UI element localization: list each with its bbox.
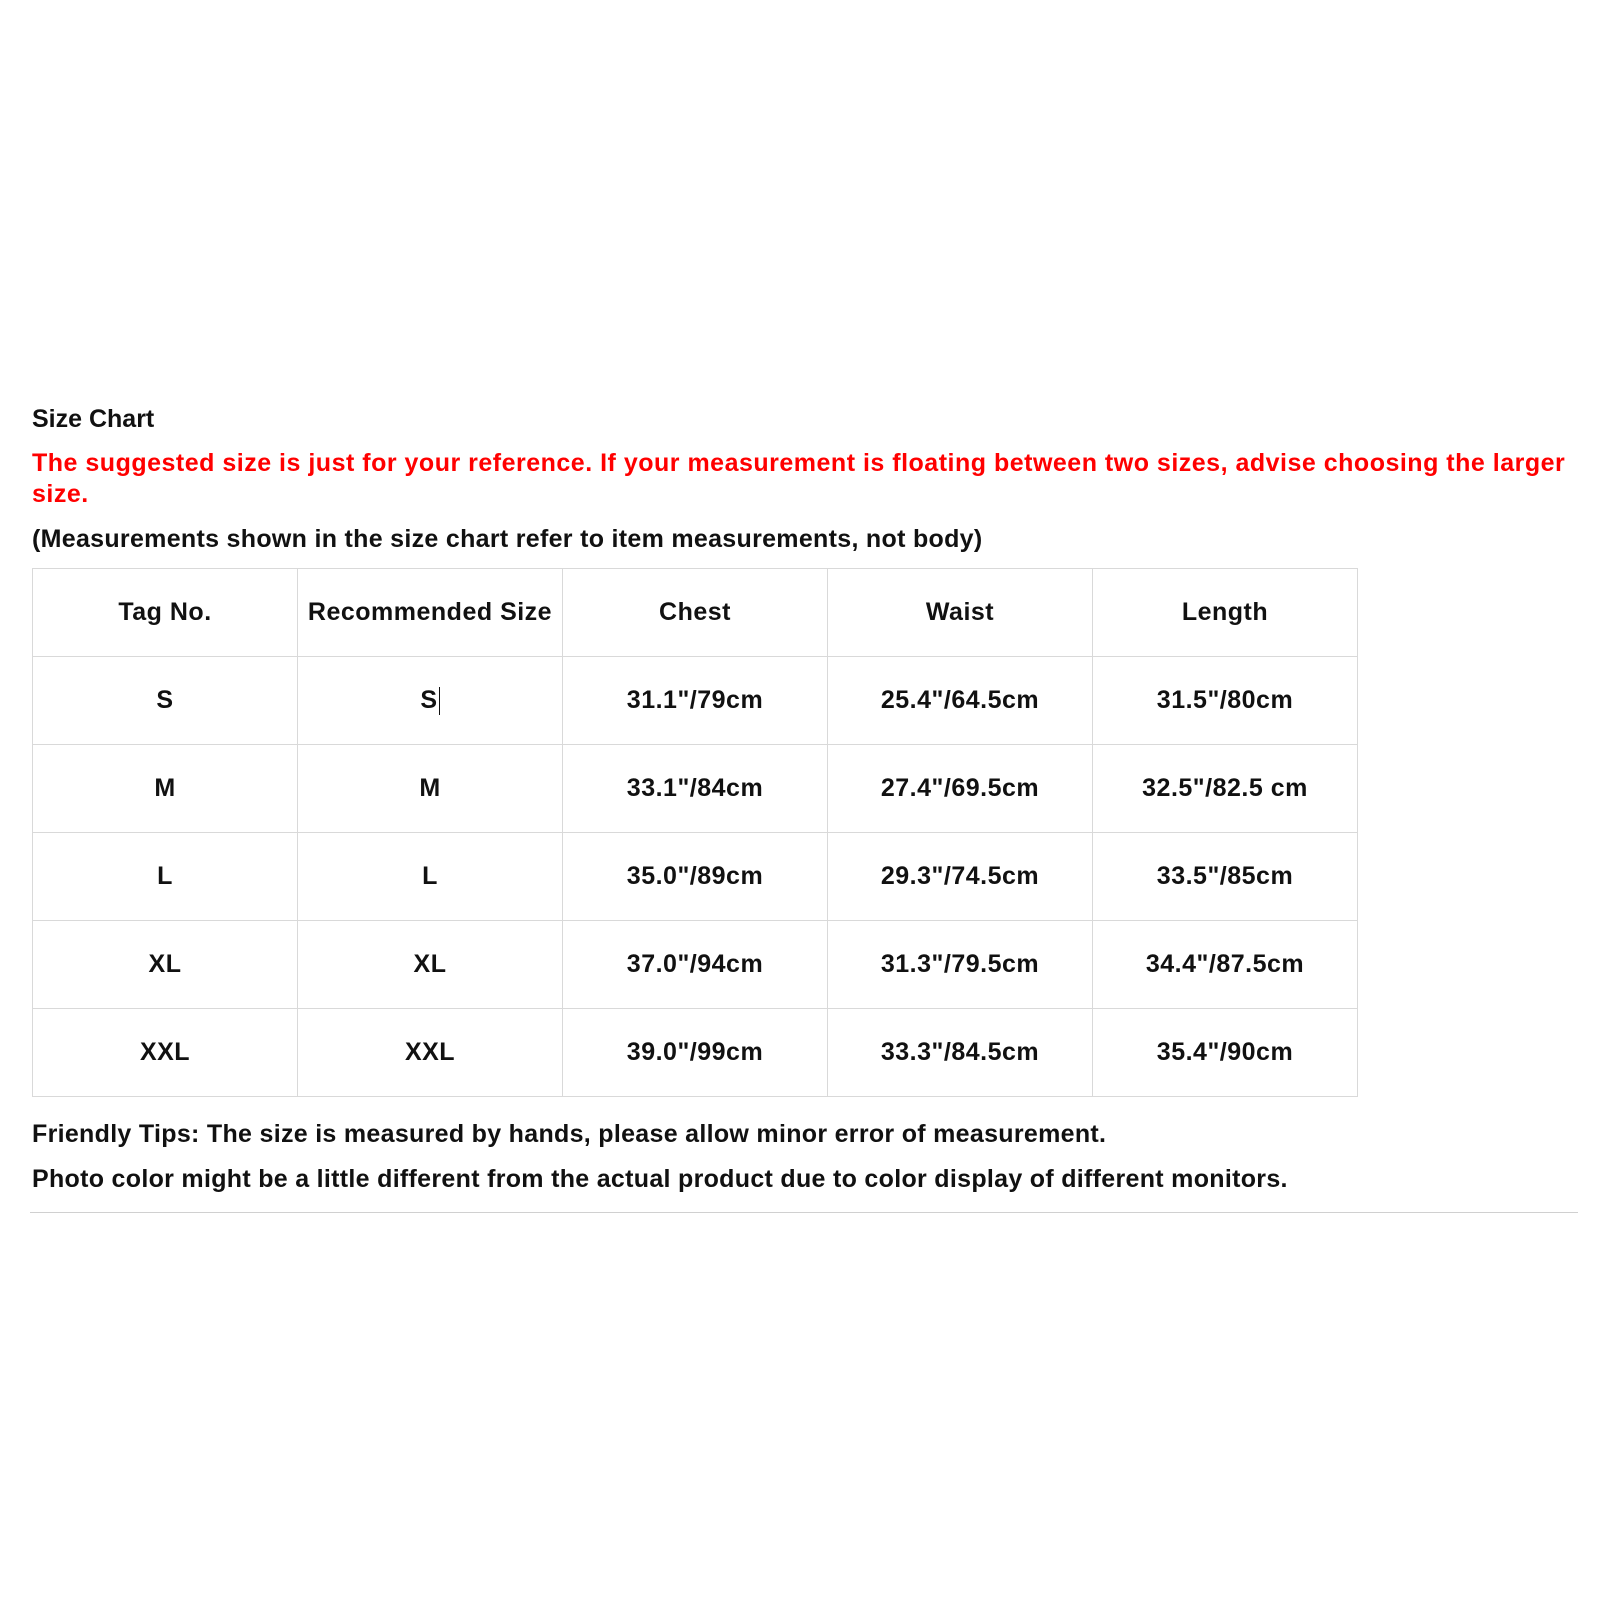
cell-tag-no: M — [33, 745, 298, 833]
cell-length: 32.5"/82.5 cm — [1093, 745, 1358, 833]
cell-chest: 37.0"/94cm — [563, 921, 828, 1009]
size-chart-document — [32, 404, 1580, 1194]
table-row — [33, 921, 1358, 1009]
cell-length: 31.5"/80cm — [1093, 657, 1358, 745]
header-tag-no: Tag No. — [33, 569, 298, 657]
cell-tag-no: S — [33, 657, 298, 745]
header-chest: Chest — [563, 569, 828, 657]
measurement-note: (Measurements shown in the size chart refer to item measurements, not body) — [32, 525, 983, 553]
size-table — [32, 568, 1358, 1097]
header-length: Length — [1093, 569, 1358, 657]
friendly-tip: Friendly Tips: The size is measured by hands, please allow minor error of measurement. — [32, 1120, 1107, 1148]
cell-length: 35.4"/90cm — [1093, 1009, 1358, 1097]
size-advice-notice: The suggested size is just for your reference. If your measurement is floating between two sizes, advise choosing the larger size. — [32, 449, 1566, 508]
table-row — [33, 833, 1358, 921]
table-row — [33, 657, 1358, 745]
cell-length: 34.4"/87.5cm — [1093, 921, 1358, 1009]
cell-tag-no: XXL — [33, 1009, 298, 1097]
cell-waist: 31.3"/79.5cm — [828, 921, 1093, 1009]
header-waist: Waist — [828, 569, 1093, 657]
text-cursor — [439, 687, 440, 715]
cell-recommended-size: M — [298, 745, 563, 833]
cell-tag-no: XL — [33, 921, 298, 1009]
table-header-row — [33, 569, 1358, 657]
divider-line — [30, 1212, 1578, 1213]
cell-tag-no: L — [33, 833, 298, 921]
cell-chest: 39.0"/99cm — [563, 1009, 828, 1097]
cell-waist: 33.3"/84.5cm — [828, 1009, 1093, 1097]
cell-recommended-size: XXL — [298, 1009, 563, 1097]
cell-waist: 27.4"/69.5cm — [828, 745, 1093, 833]
cell-chest: 33.1"/84cm — [563, 745, 828, 833]
table-row — [33, 1009, 1358, 1097]
cell-waist: 25.4"/64.5cm — [828, 657, 1093, 745]
cell-waist: 29.3"/74.5cm — [828, 833, 1093, 921]
page-title: Size Chart — [32, 405, 155, 433]
cell-length: 33.5"/85cm — [1093, 833, 1358, 921]
color-disclaimer: Photo color might be a little different from the actual product due to color display of different monitors. — [32, 1165, 1288, 1193]
cell-recommended-size-text: S — [420, 685, 438, 714]
cell-recommended-size: XL — [298, 921, 563, 1009]
cell-recommended-size — [298, 657, 563, 745]
header-recommended-size: Recommended Size — [298, 569, 563, 657]
cell-chest: 35.0"/89cm — [563, 833, 828, 921]
cell-chest: 31.1"/79cm — [563, 657, 828, 745]
table-row — [33, 745, 1358, 833]
cell-recommended-size: L — [298, 833, 563, 921]
